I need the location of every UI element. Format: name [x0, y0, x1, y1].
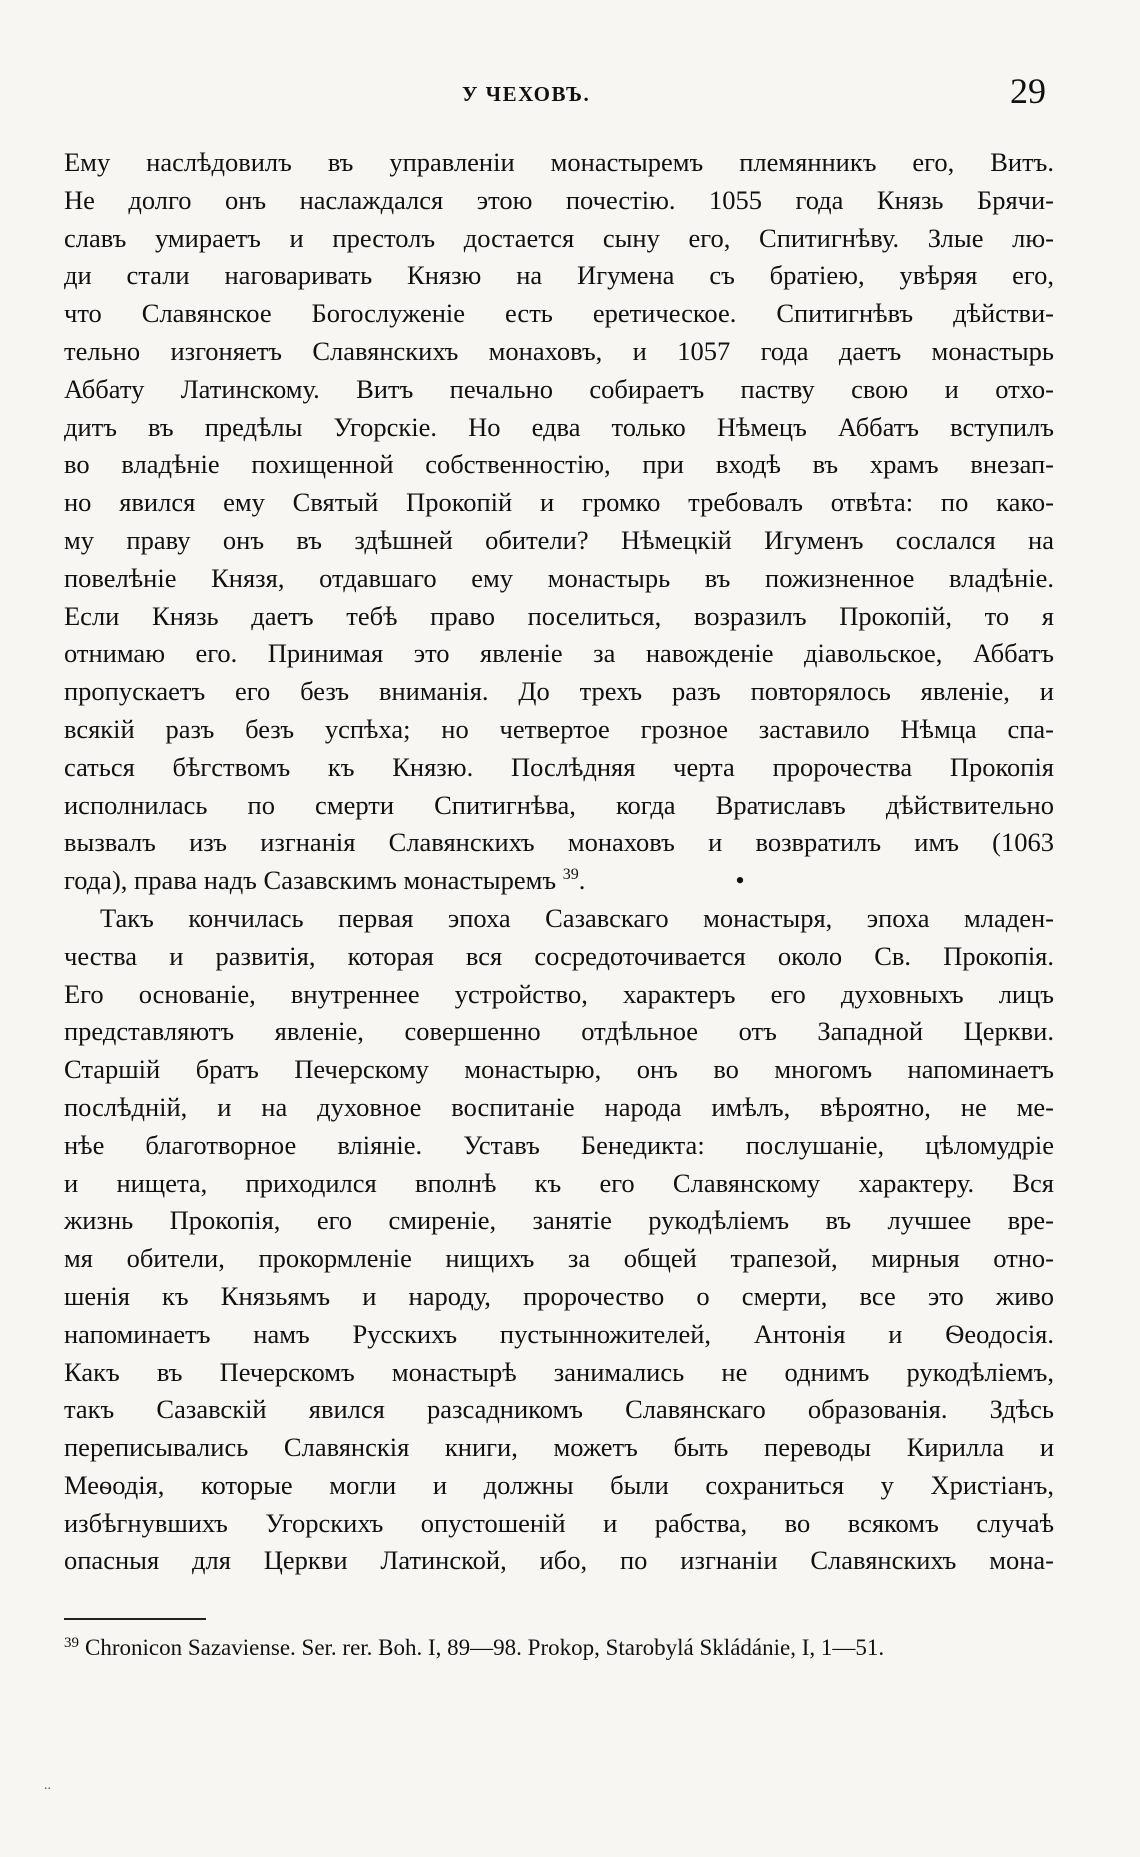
text-line: такъ Сазавскій явился разсадникомъ Славянскаго образованія. Здѣсь — [64, 1394, 1054, 1425]
stray-mark: • — [735, 865, 745, 896]
text-line: Его основаніе, внутреннее устройство, характеръ его духовныхъ лицъ — [64, 978, 1054, 1009]
text-line: во владѣніе похищенной собственностію, при входѣ въ храмъ внезап- — [64, 449, 1054, 480]
text-line: избѣгнувшихъ Угорскихъ опустошеній и рабства, во всякомъ случаѣ — [64, 1507, 1054, 1538]
print-specks: .. — [44, 1778, 51, 1793]
text-line: Ему наслѣдовилъ въ управленіи монастыремъ племянникъ его, Витъ. — [64, 147, 1054, 177]
text-line: славъ умираетъ и престолъ достается сыну его, Спитигнѣву. Злые лю- — [64, 222, 1054, 253]
text-line: исполнилась по смерти Спитигнѣва, когда Вратиславъ дѣйствительно — [64, 789, 1054, 820]
footnote-text: Chronicon Sazaviense. Ser. rer. Boh. I, 89—98. Prokop, Starobylá Skládánie, I, 1—51. — [85, 1635, 885, 1660]
text-line: Какъ въ Печерскомъ монастырѣ занимались не однимъ рукодѣліемъ, — [64, 1356, 1054, 1387]
text-line: представляютъ явленіе, совершенно отдѣльное отъ Западной Церкви. — [64, 1016, 1054, 1047]
footnote — [64, 1632, 1054, 1664]
text-line: вызвалъ изъ изгнанія Славянскихъ монаховъ и возвратилъ имъ (1063 — [64, 827, 1054, 858]
text-line: тельно изгоняетъ Славянскихъ монаховъ, и 1057 года даетъ монастырь — [64, 335, 1054, 366]
text-line: переписывались Славянскія книги, можетъ быть переводы Кирилла и — [64, 1432, 1054, 1463]
footnote-reference: 39 — [562, 866, 579, 884]
text-line: послѣдній, и на духовное воспитаніе народа имѣлъ, вѣроятно, не ме- — [64, 1091, 1054, 1122]
footnote-number: 39 — [64, 1635, 79, 1651]
text-line: Аббату Латинскому. Витъ печально собираетъ паству свою и отхо- — [64, 373, 1054, 404]
text-line: но явился ему Святый Прокопій и громко требовалъ отвѣта: по како- — [64, 487, 1054, 518]
text-line: Если Князь даетъ тебѣ право поселиться, возразилъ Прокопій, то я — [64, 600, 1054, 631]
paragraph-1 — [64, 144, 1054, 862]
text-line: дитъ въ предѣлы Угорскіе. Но едва только Нѣмецъ Аббатъ вступилъ — [64, 411, 1054, 442]
page-number: 29 — [1010, 71, 1046, 111]
running-title: У ЧЕХОВЪ. — [462, 82, 591, 106]
text-line: Такъ кончилась первая эпоха Сазавскаго монастыря, эпоха младен- — [100, 902, 1054, 933]
text-line: чества и развитія, которая вся сосредоточивается около Св. Прокопія. — [64, 940, 1054, 971]
text-line: пропускаетъ его безъ вниманія. До трехъ разъ повторялось явленіе, и — [64, 676, 1054, 707]
text-line: опасныя для Церкви Латинской, ибо, по изгнаніи Славянскихъ мона- — [64, 1545, 1054, 1576]
text-line: нѣе благотворное вліяніе. Уставъ Бенедикта: послушаніе, цѣломудріе — [64, 1129, 1054, 1160]
text-line: жизнь Прокопія, его смиреніе, занятіе рукодѣліемъ въ лучшее вре- — [64, 1205, 1054, 1236]
footnote-rule — [64, 1618, 206, 1620]
text-line: Старшій братъ Печерскому монастырю, онъ во многомъ напоминаетъ — [64, 1054, 1054, 1085]
text-line: саться бѣгствомъ къ Князю. Послѣдняя черта пророчества Прокопія — [64, 751, 1054, 782]
running-head — [0, 70, 1140, 110]
text-line: и нищета, приходился вполнѣ къ его Славянскому характеру. Вся — [64, 1167, 1054, 1198]
text-line: ди стали наговаривать Князю на Игумена съ братіею, увѣряя его, — [64, 260, 1054, 291]
text-line: Меѳодія, которые могли и должны были сохраниться у Христіанъ, — [64, 1469, 1054, 1500]
text-line: му праву онъ въ здѣшней обители? Нѣмецкій Игуменъ сослался на — [64, 524, 1054, 555]
paragraph-1-last-line: года), права надъ Сазавскимъ монастыремъ $^{39}$. • — [64, 862, 1054, 900]
text-line: что Славянское Богослуженіе есть еретическое. Спитигнѣвъ дѣйстви- — [64, 298, 1054, 329]
paragraph-2 — [64, 900, 1054, 1580]
body-text — [64, 144, 1054, 1580]
text-line: повелѣніе Князя, отдавшаго ему монастырь въ пожизненное владѣніе. — [64, 562, 1054, 593]
text-line: мя обители, прокормленіе нищихъ за общей трапезой, мирныя отно- — [64, 1243, 1054, 1274]
paragraph-1-last-line-text: года), права надъ Сазавскимъ монастыремъ — [64, 865, 557, 896]
text-line: шенія къ Князьямъ и народу, пророчество о смерти, все это живо — [64, 1280, 1054, 1311]
text-line: отнимаю его. Принимая это явленіе за навожденіе діавольское, Аббатъ — [64, 638, 1054, 669]
text-line: всякій разъ безъ успѣха; но четвертое грозное заставило Нѣмца спа- — [64, 713, 1054, 744]
text-line: Не долго онъ наслаждался этою почестію. 1055 года Князь Брячи- — [64, 184, 1054, 215]
text-line: напоминаетъ намъ Русскихъ пустынножителей, Антонія и Ѳеодосія. — [64, 1318, 1054, 1349]
